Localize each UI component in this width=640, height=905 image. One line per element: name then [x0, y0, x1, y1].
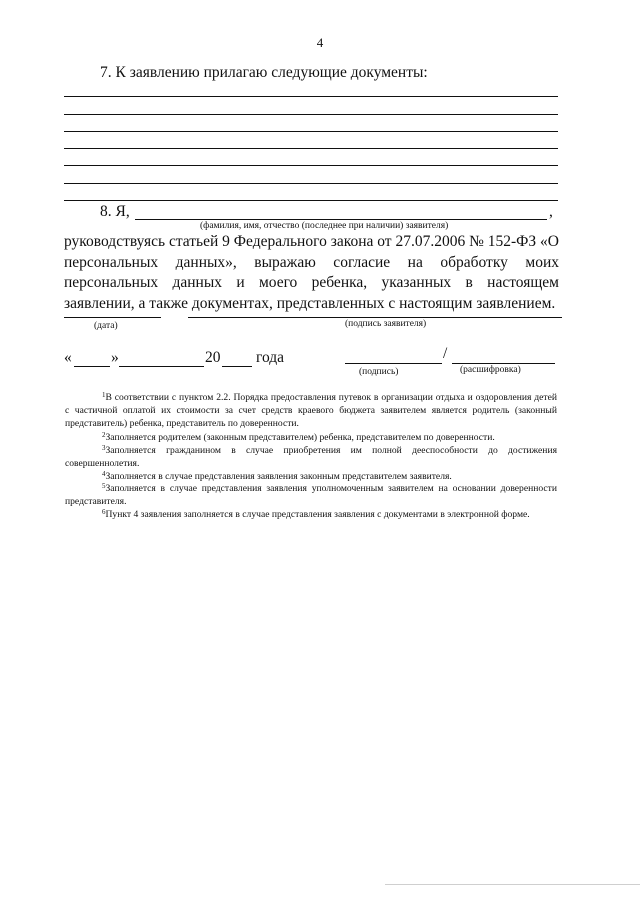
signature-label: (подпись)	[359, 367, 399, 377]
slash: /	[443, 345, 448, 362]
footnote-1-mark: 1	[102, 391, 106, 399]
footnote-6	[65, 508, 557, 521]
footnote-6-text: Пункт 4 заявления заполняется в случае представления заявления с документами в электронной форме.	[105, 509, 530, 520]
consent-paragraph: руководствуясь статьей 9 Федерального закона от 27.07.2006 № 152-ФЗ «О персональных данных», выражаю согласие на обработку моих персональных данных и моего ребенка, указанных в настоящем заявлении, а также документах, представленных с настоящим заявлением.	[64, 233, 559, 312]
applicant-name-field[interactable]	[135, 219, 547, 220]
section-7-heading: 7. К заявлению прилагаю следующие документы:	[100, 64, 428, 81]
month-field[interactable]	[119, 366, 204, 367]
footnote-1-text: В соответствии с пунктом 2.2. Порядка предоставления путевок в организации отдыха и оздоровления детей с частичной оплатой их стоимости за счет средств краевого бюджета заявителем является родитель (законный представитель) ребенка, представитель по доверенности.	[65, 392, 557, 430]
date-field[interactable]	[64, 317, 161, 318]
footnote-3-text: Заполняется гражданином в случае приобретения им полной дееспособности до достижения совершеннолетия.	[65, 445, 557, 470]
footnote-2-mark: 2	[102, 431, 106, 439]
footnote-1	[65, 391, 557, 431]
footnote-6-mark: 6	[102, 508, 106, 516]
decoding-label: (расшифровка)	[460, 365, 521, 375]
scan-edge-line	[385, 884, 640, 885]
footnote-2-text: Заполняется родителем (законным представителем) ребенка, представителем по доверенности.	[105, 432, 495, 443]
applicant-signature-field[interactable]	[188, 317, 562, 318]
year-word: года	[256, 349, 285, 366]
document-line-3[interactable]	[64, 131, 558, 132]
footnote-5	[65, 482, 557, 508]
date-label: (дата)	[94, 321, 118, 331]
footnote-3-mark: 3	[102, 444, 106, 452]
applicant-name-hint: (фамилия, имя, отчество (последнее при наличии) заявителя)	[200, 221, 449, 231]
footnote-3	[65, 444, 557, 470]
footnote-5-mark: 5	[102, 482, 106, 490]
close-quote: »	[111, 349, 119, 366]
section-8-prefix: 8. Я,	[100, 203, 130, 220]
decoding-field[interactable]	[452, 363, 555, 364]
document-line-4[interactable]	[64, 148, 558, 149]
open-quote: «	[64, 349, 72, 366]
document-line-6[interactable]	[64, 183, 558, 184]
document-line-5[interactable]	[64, 165, 558, 166]
year-prefix: 20	[205, 349, 221, 366]
year-field[interactable]	[222, 366, 252, 367]
document-line-7[interactable]	[64, 200, 558, 201]
page-number: 4	[316, 35, 324, 50]
document-line-1[interactable]	[64, 96, 558, 97]
section-8-comma: ,	[549, 203, 553, 220]
footnote-4-mark: 4	[102, 470, 106, 478]
applicant-signature-label: (подпись заявителя)	[345, 319, 427, 329]
signature-field[interactable]	[345, 363, 442, 364]
document-line-2[interactable]	[64, 114, 558, 115]
footnote-2	[65, 431, 557, 444]
footnote-4-text: Заполняется в случае представления заявления законным представителем заявителя.	[105, 471, 452, 482]
footnote-5-text: Заполняется в случае представления заявления уполномоченным заявителем на основании доверенности представителя.	[65, 483, 557, 508]
day-field[interactable]	[74, 366, 110, 367]
